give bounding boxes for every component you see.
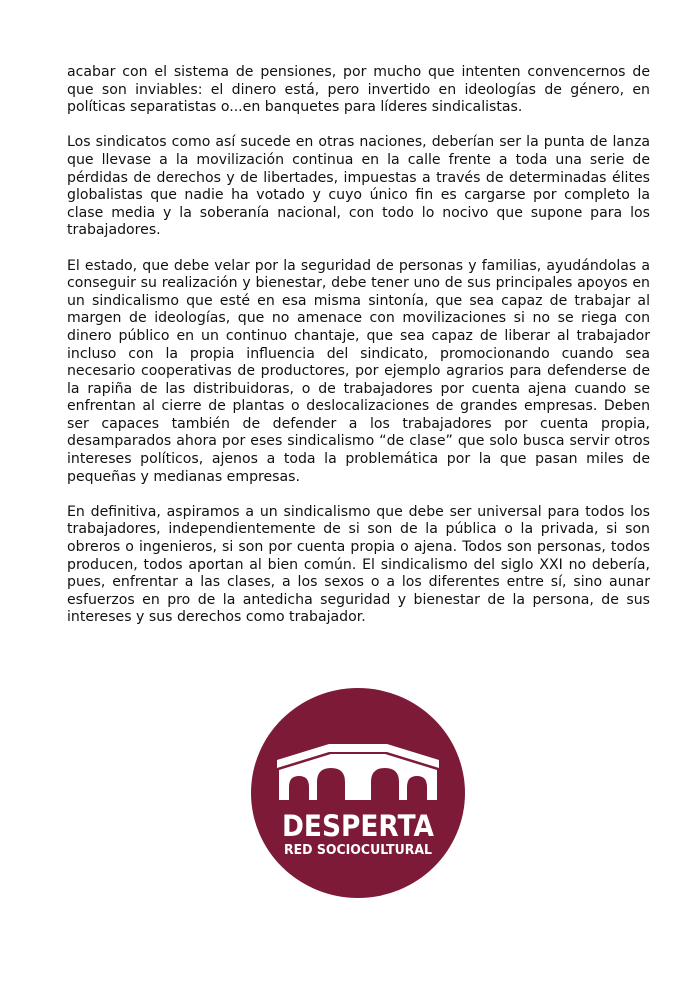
desperta-logo [251, 688, 465, 898]
logo-title: DESPERTA [282, 809, 435, 843]
body-text [67, 64, 650, 645]
paragraph-4: En definitiva, aspiramos a un sindicalismo que debe ser universal para todos los trabajadores, independientemente de si son de la pública o la privada, si son obreros o ingenieros, si son por cuenta propia o ajena. Todos son personas, todos producen, todos aportan al bien común. El sindicalismo del siglo XXI no debería, pues, enfrentar a las clases, a los sexos o a los diferentes entre sí, sino aunar esfuerzos en pro de la antedicha seguridad y bienestar de la persona, de sus intereses y sus derechos como trabajador. [67, 503, 650, 626]
logo-graphic [251, 688, 465, 898]
paragraph-2: Los sindicatos como así sucede en otras naciones, deberían ser la punta de lanza que llevase a la movilización continua en la calle frente a toda una serie de pérdidas de derechos y de libertades, impuestas a través de determinadas élites globalistas que nadie ha votado y cuyo único fin es cargarse por completo la clase media y la soberanía nacional, con todo lo nocivo que supone para los trabajadores. [67, 134, 650, 239]
logo-subtitle: RED SOCIOCULTURAL [284, 843, 432, 858]
paragraph-1: acabar con el sistema de pensiones, por mucho que intenten convencernos de que son inviables: el dinero está, pero invertido en ideologías de género, en políticas separatistas o...en banquetes para líderes sindicalistas. [67, 64, 650, 116]
paragraph-3: El estado, que debe velar por la seguridad de personas y familias, ayudándolas a conseguir su realización y bienestar, debe tener uno de sus principales apoyos en un sindicalismo que esté en esa misma sintonía, que sea capaz de trabajar al margen de ideologías, que no amenace con movilizaciones si no se riega con dinero público en un continuo chantaje, que sea capaz de liberar al trabajador incluso con la propia influencia del sindicato, promocionando cuando sea necesario cooperativas de productores, por ejemplo agrarios para defenderse de la rapiña de las distribuidoras, o de trabajadores por cuenta ajena cuando se enfrentan al cierre de plantas o deslocalizaciones de grandes empresas. Deben ser capaces también de defender a los trabajadores por cuenta propia, desamparados ahora por eses sindicalismo “de clase” que solo busca servir otros intereses políticos, ajenos a toda la problemática por la que pasan miles de pequeñas y medianas empresas. [67, 257, 650, 485]
